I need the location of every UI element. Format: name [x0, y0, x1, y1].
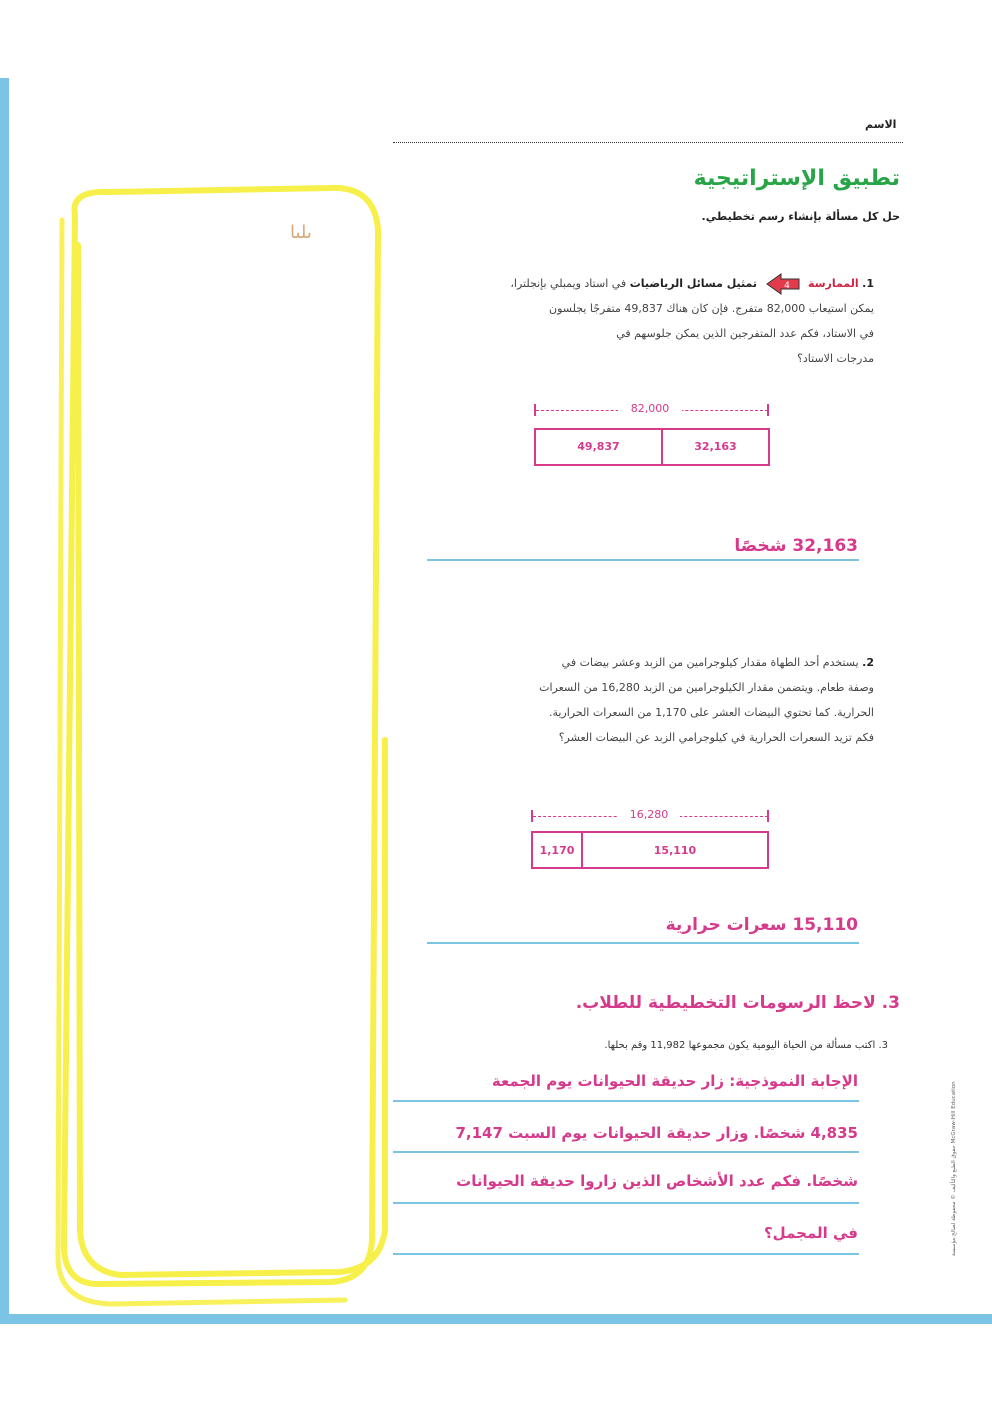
tape-part: 49,837: [577, 440, 620, 453]
tape-part: 32,163: [694, 440, 737, 453]
answer-line[interactable]: [393, 1202, 859, 1204]
name-field-line[interactable]: [393, 142, 903, 143]
model-answer-line: في المجمل؟: [763, 1224, 858, 1242]
question-3-prompt: 3. اكتب مسألة من الحياة اليومية يكون مجموعها 11,982 وقم بحلها.: [604, 1040, 888, 1051]
tape-total-label: 16,280: [618, 808, 680, 821]
answer-line[interactable]: [393, 1100, 859, 1102]
question-text: وصفة طعام. ويتضمن مقدار الكيلوجرامين من الزبد 16,280 من السعرات: [539, 681, 874, 694]
question-text: يمكن استيعاب 82,000 متفرج. فإن كان هناك 49,837 متفرجًا يجلسون: [549, 302, 874, 315]
question-text: الحرارية. كما تحتوي البيضات العشر على 1,170 من السعرات الحرارية.: [548, 706, 874, 719]
answer-line-1[interactable]: [427, 559, 859, 561]
practice-topic: تمثيل مسائل الرياضيات: [629, 277, 758, 290]
instructions: حل كل مسألة بإنشاء رسم تخطيطي.: [701, 210, 900, 223]
practice-label: الممارسة: [808, 277, 859, 290]
svg-text:4: 4: [783, 281, 790, 291]
question-text: يستخدم أحد الطهاة مقدار كيلوجرامين من الزبد وعشر بيضات في: [561, 656, 859, 669]
question-number: 1.: [862, 277, 874, 290]
question-number: 2.: [862, 656, 874, 669]
question-2: [539, 650, 874, 750]
answer-line-2[interactable]: [427, 942, 859, 944]
model-answer-line: الإجابة النموذجية: زار حديقة الحيوانات يوم الجمعة: [491, 1072, 858, 1090]
model-answer-line: شخصًا. فكم عدد الأشخاص الذين زاروا حديقة الحيوانات: [456, 1172, 858, 1190]
answer-1: 32,163 شخصًا: [734, 536, 858, 556]
question-text: في الاستاد، فكم عدد المتفرجين الذين يمكن جلوسهم في: [616, 327, 874, 340]
question-text: في استاد ويمبلي بإنجلترا،: [510, 277, 627, 290]
model-answer-line: 4,835 شخصًا. وزار حديقة الحيوانات يوم السبت 7,147: [455, 1124, 858, 1142]
copyright-notice: حقوق الطبع والتأليف © محفوظة لصالح مؤسسة McGraw-Hill Education: [951, 1081, 957, 1256]
question-text: فكم تزيد السعرات الحرارية في كيلوجرامي الزبد عن البيضات العشر؟: [558, 731, 874, 744]
tape-total-label: 82,000: [618, 402, 682, 415]
question-2-line-1: [539, 650, 874, 675]
handwriting-scribble: ىلىا: [290, 222, 312, 243]
question-1-line-1: [510, 271, 874, 296]
question-1: [510, 271, 874, 371]
question-text: مدرجات الاستاد؟: [797, 352, 874, 365]
teacher-note-3: 3. لاحظ الرسومات التخطيطية للطلاب.: [575, 993, 900, 1013]
answer-2: 15,110 سعرات حرارية: [665, 915, 858, 935]
answer-line[interactable]: [393, 1253, 859, 1255]
tape-part: 15,110: [653, 844, 697, 857]
answer-line[interactable]: [393, 1151, 859, 1153]
page-title: تطبيق الإستراتيجية: [693, 166, 900, 191]
arrow-badge-icon: [765, 273, 801, 295]
tape-part: 1,170: [539, 844, 575, 857]
name-label: الاسم: [865, 118, 897, 131]
